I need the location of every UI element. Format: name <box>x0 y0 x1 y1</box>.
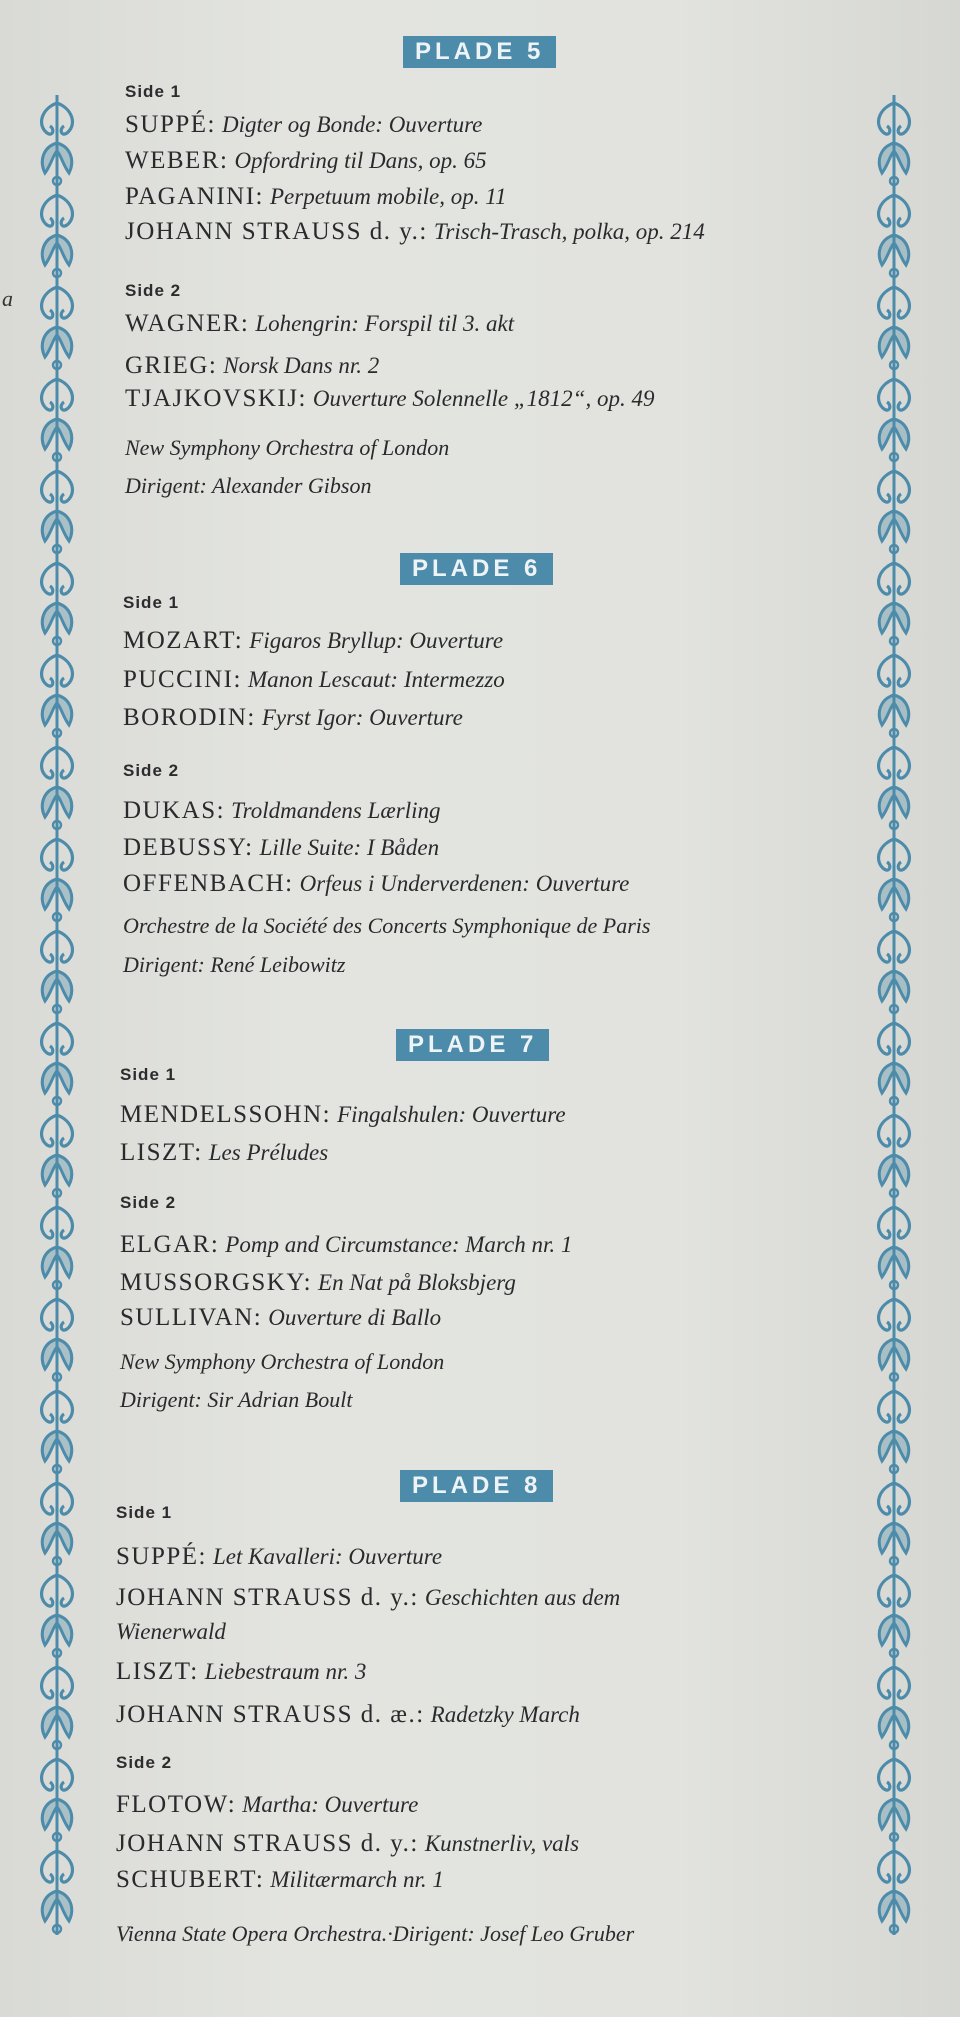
work-title: Norsk Dans nr. 2 <box>223 353 380 378</box>
ornament-segment <box>57 563 72 594</box>
plate-label: PLADE 8 <box>400 1470 553 1502</box>
ornament-segment <box>42 1207 57 1238</box>
ornament-segment <box>57 1207 72 1238</box>
work-title: Les Préludes <box>208 1140 329 1165</box>
ornament-segment <box>894 1483 909 1514</box>
side-label: Side 1 <box>116 1503 173 1522</box>
ornament-segment <box>57 287 72 318</box>
ornament-segment <box>57 103 72 134</box>
composer: TJAJKOVSKIJ: <box>125 385 307 412</box>
ornament-segment <box>894 1575 909 1606</box>
composer: MENDELSSOHN: <box>120 1101 332 1128</box>
plate-label: PLADE 7 <box>396 1029 549 1061</box>
ornament-segment <box>894 563 909 594</box>
ornament-segment <box>57 1759 72 1790</box>
ornament-segment <box>42 287 57 318</box>
ornament-segment <box>57 1115 72 1146</box>
ornament-segment <box>894 195 909 226</box>
track-line <box>116 1829 579 1859</box>
track-line <box>116 1700 580 1730</box>
ornament-segment <box>42 235 57 265</box>
work-title: Lille Suite: I Båden <box>259 835 440 860</box>
composer: JOHANN STRAUSS d. æ.: <box>116 1701 425 1728</box>
ornament-segment <box>42 1575 57 1606</box>
ornament-segment <box>879 103 894 134</box>
ornament-segment <box>42 603 57 633</box>
side-label: Side 1 <box>125 82 182 101</box>
composer: LISZT: <box>120 1139 203 1166</box>
ornament-segment <box>57 1247 72 1277</box>
ornament-segment <box>879 1851 894 1882</box>
composer: WEBER: <box>125 147 229 174</box>
ornament-segment <box>894 747 909 778</box>
composer: PAGANINI: <box>125 183 264 210</box>
work-title: Geschichten aus dem <box>424 1585 621 1610</box>
margin-mark: a <box>2 286 13 311</box>
ornament-segment <box>42 879 57 909</box>
ornament-segment <box>57 747 72 778</box>
ornament-segment <box>894 971 909 1001</box>
track-line <box>116 1790 418 1820</box>
ornament-segment <box>894 655 909 686</box>
ornament-segment <box>879 1299 894 1330</box>
track-line <box>125 110 482 140</box>
composer: SUPPÉ: <box>125 111 216 138</box>
ornament-segment <box>879 1115 894 1146</box>
ornament-segment <box>57 1431 72 1461</box>
ornament-segment <box>879 695 894 725</box>
ornament-segment <box>42 563 57 594</box>
ornament-segment <box>42 511 57 541</box>
ornament-segment <box>57 1667 72 1698</box>
track-line <box>116 1865 444 1895</box>
composer: JOHANN STRAUSS d. y.: <box>116 1584 419 1611</box>
ornament-segment <box>879 1247 894 1277</box>
right-ornament-border <box>870 95 918 1980</box>
ornament-segment <box>57 971 72 1001</box>
work-title: Trisch-Trasch, polka, op. 214 <box>433 219 705 244</box>
ornament-segment <box>42 747 57 778</box>
ornament-segment <box>879 839 894 870</box>
conductor: Dirigent: René Leibowitz <box>123 952 346 977</box>
ornament-segment <box>42 419 57 449</box>
work-title: Orfeus i Underverdenen: Ouverture <box>299 871 630 896</box>
track-line <box>123 703 463 733</box>
ornament-segment <box>42 1155 57 1185</box>
ornament-segment <box>42 1759 57 1790</box>
ornament-segment <box>42 1851 57 1882</box>
ornament-segment <box>894 471 909 502</box>
work-title: Martha: Ouverture <box>242 1792 419 1817</box>
work-title: Militærmarch nr. 1 <box>270 1867 444 1892</box>
ornament-segment <box>57 1339 72 1369</box>
track-line <box>125 384 654 414</box>
ornament-segment <box>879 1799 894 1829</box>
scroll-ornament-icon <box>870 95 918 1980</box>
track-line <box>120 1303 441 1333</box>
side-label: Side 1 <box>120 1065 177 1084</box>
ornament-segment <box>879 1391 894 1422</box>
ornament-segment <box>57 1523 72 1553</box>
track-line <box>125 351 379 381</box>
ornament-segment <box>57 195 72 226</box>
ornament-segment <box>42 1891 57 1921</box>
ornament-segment <box>879 879 894 909</box>
ornament-segment <box>894 1247 909 1277</box>
conductor: Dirigent: Josef Leo Gruber <box>392 1921 635 1946</box>
work-title: Fyrst Igor: Ouverture <box>261 705 463 730</box>
composer: WAGNER: <box>125 310 250 337</box>
ornament-segment <box>879 287 894 318</box>
track-line <box>125 309 514 339</box>
ornament-segment <box>879 1759 894 1790</box>
ornament-segment <box>42 1523 57 1553</box>
ornament-segment <box>879 1339 894 1369</box>
work-title: Pomp and Circumstance: March nr. 1 <box>225 1232 573 1257</box>
ornament-segment <box>42 1247 57 1277</box>
track-line <box>123 665 505 695</box>
work-title: Perpetuum mobile, op. 11 <box>269 184 507 209</box>
track-line <box>125 217 705 247</box>
ornament-segment <box>57 603 72 633</box>
ornament-segment <box>57 695 72 725</box>
ornament-segment <box>42 327 57 357</box>
ornament-segment <box>42 1299 57 1330</box>
plate-label: PLADE 6 <box>400 553 553 585</box>
ornament-segment <box>57 1155 72 1185</box>
ornament-segment <box>57 379 72 410</box>
ornament-segment <box>879 563 894 594</box>
ornament-segment <box>42 1115 57 1146</box>
track-line <box>120 1100 566 1130</box>
ornament-segment <box>57 1483 72 1514</box>
ornament-segment <box>57 1799 72 1829</box>
ornament-segment <box>894 103 909 134</box>
orchestra: Orchestre de la Société des Concerts Symphonique de Paris <box>123 913 651 938</box>
ornament-segment <box>57 839 72 870</box>
ornament-segment <box>42 1483 57 1514</box>
ornament-segment <box>42 1023 57 1054</box>
ornament-segment <box>57 471 72 502</box>
composer: BORODIN: <box>123 704 256 731</box>
ornament-segment <box>42 1431 57 1461</box>
side-label: Side 1 <box>123 593 180 612</box>
ornament-segment <box>42 931 57 962</box>
work-title: Ouverture Solennelle „1812“, op. 49 <box>312 386 655 411</box>
ornament-segment <box>42 1391 57 1422</box>
track-line <box>120 1230 572 1260</box>
ornament-segment <box>879 1023 894 1054</box>
composer: LISZT: <box>116 1658 199 1685</box>
scroll-ornament-icon <box>33 95 81 1980</box>
track-line <box>116 1542 442 1572</box>
composer: JOHANN STRAUSS d. y.: <box>125 218 428 245</box>
work-title: En Nat på Bloksbjerg <box>318 1270 516 1295</box>
ornament-segment <box>879 1891 894 1921</box>
ornament-segment <box>879 1615 894 1645</box>
ornament-segment <box>879 1523 894 1553</box>
ornament-segment <box>42 1063 57 1093</box>
ornament-segment <box>42 195 57 226</box>
ornament-segment <box>879 419 894 449</box>
composer: ELGAR: <box>120 1231 220 1258</box>
work-title: Troldmandens Lærling <box>231 798 441 823</box>
ornament-segment <box>42 839 57 870</box>
ornament-segment <box>879 143 894 173</box>
ornament-segment <box>57 1299 72 1330</box>
work-title: Kunstnerliv, vals <box>424 1831 580 1856</box>
ornament-segment <box>879 1707 894 1737</box>
ornament-segment <box>894 287 909 318</box>
work-title: Manon Lescaut: Intermezzo <box>247 667 505 692</box>
track-line <box>116 1583 620 1613</box>
ornament-segment <box>42 1799 57 1829</box>
track-line <box>116 1617 226 1647</box>
ornament-segment <box>894 235 909 265</box>
ornament-segment <box>879 931 894 962</box>
ornament-segment <box>879 603 894 633</box>
ornament-segment <box>894 143 909 173</box>
ornament-segment <box>42 1339 57 1369</box>
ornament-segment <box>42 471 57 502</box>
ornament-segment <box>879 1667 894 1698</box>
ornament-segment <box>894 1391 909 1422</box>
side-label: Side 2 <box>120 1193 177 1212</box>
ornament-segment <box>57 931 72 962</box>
ornament-segment <box>894 1615 909 1645</box>
ornament-segment <box>879 1575 894 1606</box>
ornament-segment <box>42 655 57 686</box>
track-line <box>123 833 439 863</box>
ornament-segment <box>879 379 894 410</box>
left-ornament-border <box>33 95 81 1980</box>
orchestra: New Symphony Orchestra of London <box>125 435 450 460</box>
ornament-segment <box>894 1299 909 1330</box>
ornament-segment <box>879 1483 894 1514</box>
ornament-segment <box>894 931 909 962</box>
side-label: Side 2 <box>116 1753 173 1772</box>
ornament-segment <box>894 1339 909 1369</box>
ornament-segment <box>894 787 909 817</box>
work-title: Wienerwald <box>116 1619 226 1644</box>
ornament-segment <box>57 1023 72 1054</box>
ornament-segment <box>42 1667 57 1698</box>
ornament-segment <box>57 655 72 686</box>
ornament-segment <box>42 103 57 134</box>
work-title: Fingalshulen: Ouverture <box>337 1102 566 1127</box>
composer: SULLIVAN: <box>120 1304 263 1331</box>
credits-line: Vienna State Opera Orchestra.·Dirigent: Josef Leo Gruber <box>116 1921 635 1946</box>
ornament-segment <box>894 1851 909 1882</box>
ornament-segment <box>879 1155 894 1185</box>
ornament-segment <box>879 235 894 265</box>
ornament-segment <box>894 1667 909 1698</box>
work-title: Lohengrin: Forspil til 3. akt <box>255 311 515 336</box>
work-title: Opfordring til Dans, op. 65 <box>234 148 487 173</box>
track-line <box>123 796 440 826</box>
ornament-segment <box>57 1891 72 1921</box>
ornament-segment <box>57 511 72 541</box>
composer: JOHANN STRAUSS d. y.: <box>116 1830 419 1857</box>
ornament-segment <box>879 1063 894 1093</box>
ornament-segment <box>894 1799 909 1829</box>
ornament-segment <box>894 603 909 633</box>
ornament-segment <box>57 1063 72 1093</box>
ornament-segment <box>42 695 57 725</box>
track-line <box>123 869 629 899</box>
work-title: Figaros Bryllup: Ouverture <box>249 628 504 653</box>
ornament-segment <box>42 787 57 817</box>
ornament-segment <box>42 971 57 1001</box>
track-line <box>125 182 507 212</box>
ornament-segment <box>57 879 72 909</box>
ornament-segment <box>879 327 894 357</box>
ornament-segment <box>42 379 57 410</box>
composer: SUPPÉ: <box>116 1543 207 1570</box>
ornament-segment <box>42 143 57 173</box>
ornament-segment <box>894 1891 909 1921</box>
composer: PUCCINI: <box>123 666 242 693</box>
ornament-segment <box>57 235 72 265</box>
composer: SCHUBERT: <box>116 1866 265 1893</box>
ornament-segment <box>57 1575 72 1606</box>
ornament-segment <box>894 379 909 410</box>
ornament-segment <box>879 195 894 226</box>
conductor: Dirigent: Alexander Gibson <box>125 473 372 498</box>
ornament-segment <box>894 511 909 541</box>
ornament-segment <box>894 327 909 357</box>
track-line <box>116 1657 366 1687</box>
side-label: Side 2 <box>123 761 180 780</box>
ornament-segment <box>879 787 894 817</box>
composer: MUSSORGSKY: <box>120 1269 313 1296</box>
ornament-segment <box>42 1615 57 1645</box>
ornament-segment <box>894 1023 909 1054</box>
ornament-segment <box>879 1207 894 1238</box>
ornament-segment <box>894 879 909 909</box>
ornament-segment <box>879 471 894 502</box>
ornament-segment <box>42 1707 57 1737</box>
ornament-segment <box>894 1759 909 1790</box>
ornament-segment <box>879 511 894 541</box>
track-line <box>123 626 503 656</box>
ornament-segment <box>894 1431 909 1461</box>
orchestra: Vienna State Opera Orchestra. <box>116 1921 388 1946</box>
ornament-segment <box>879 747 894 778</box>
ornament-segment <box>894 1523 909 1553</box>
work-title: Liebestraum nr. 3 <box>204 1659 367 1684</box>
track-line <box>125 146 487 176</box>
ornament-segment <box>57 787 72 817</box>
ornament-segment <box>894 839 909 870</box>
plate-label: PLADE 5 <box>403 36 556 68</box>
orchestra: New Symphony Orchestra of London <box>120 1349 445 1374</box>
ornament-segment <box>879 1431 894 1461</box>
composer: MOZART: <box>123 627 244 654</box>
ornament-segment <box>57 1391 72 1422</box>
ornament-segment <box>894 1707 909 1737</box>
composer: DEBUSSY: <box>123 834 254 861</box>
ornament-segment <box>894 1155 909 1185</box>
conductor: Dirigent: Sir Adrian Boult <box>120 1387 353 1412</box>
ornament-segment <box>57 1851 72 1882</box>
ornament-segment <box>894 695 909 725</box>
ornament-segment <box>894 1207 909 1238</box>
work-title: Radetzky March <box>430 1702 580 1727</box>
ornament-segment <box>894 1063 909 1093</box>
ornament-segment <box>879 655 894 686</box>
side-label: Side 2 <box>125 281 182 300</box>
composer: DUKAS: <box>123 797 226 824</box>
ornament-segment <box>57 1707 72 1737</box>
ornament-segment <box>57 419 72 449</box>
work-title: Digter og Bonde: Ouverture <box>221 112 483 137</box>
ornament-segment <box>894 1115 909 1146</box>
ornament-segment <box>879 971 894 1001</box>
ornament-segment <box>894 419 909 449</box>
composer: GRIEG: <box>125 352 218 379</box>
ornament-segment <box>57 143 72 173</box>
work-title: Ouverture di Ballo <box>268 1305 442 1330</box>
composer: OFFENBACH: <box>123 870 294 897</box>
work-title: Let Kavalleri: Ouverture <box>212 1544 443 1569</box>
track-line <box>120 1268 516 1298</box>
ornament-segment <box>57 327 72 357</box>
ornament-segment <box>57 1615 72 1645</box>
track-line <box>120 1138 328 1168</box>
composer: FLOTOW: <box>116 1791 237 1818</box>
